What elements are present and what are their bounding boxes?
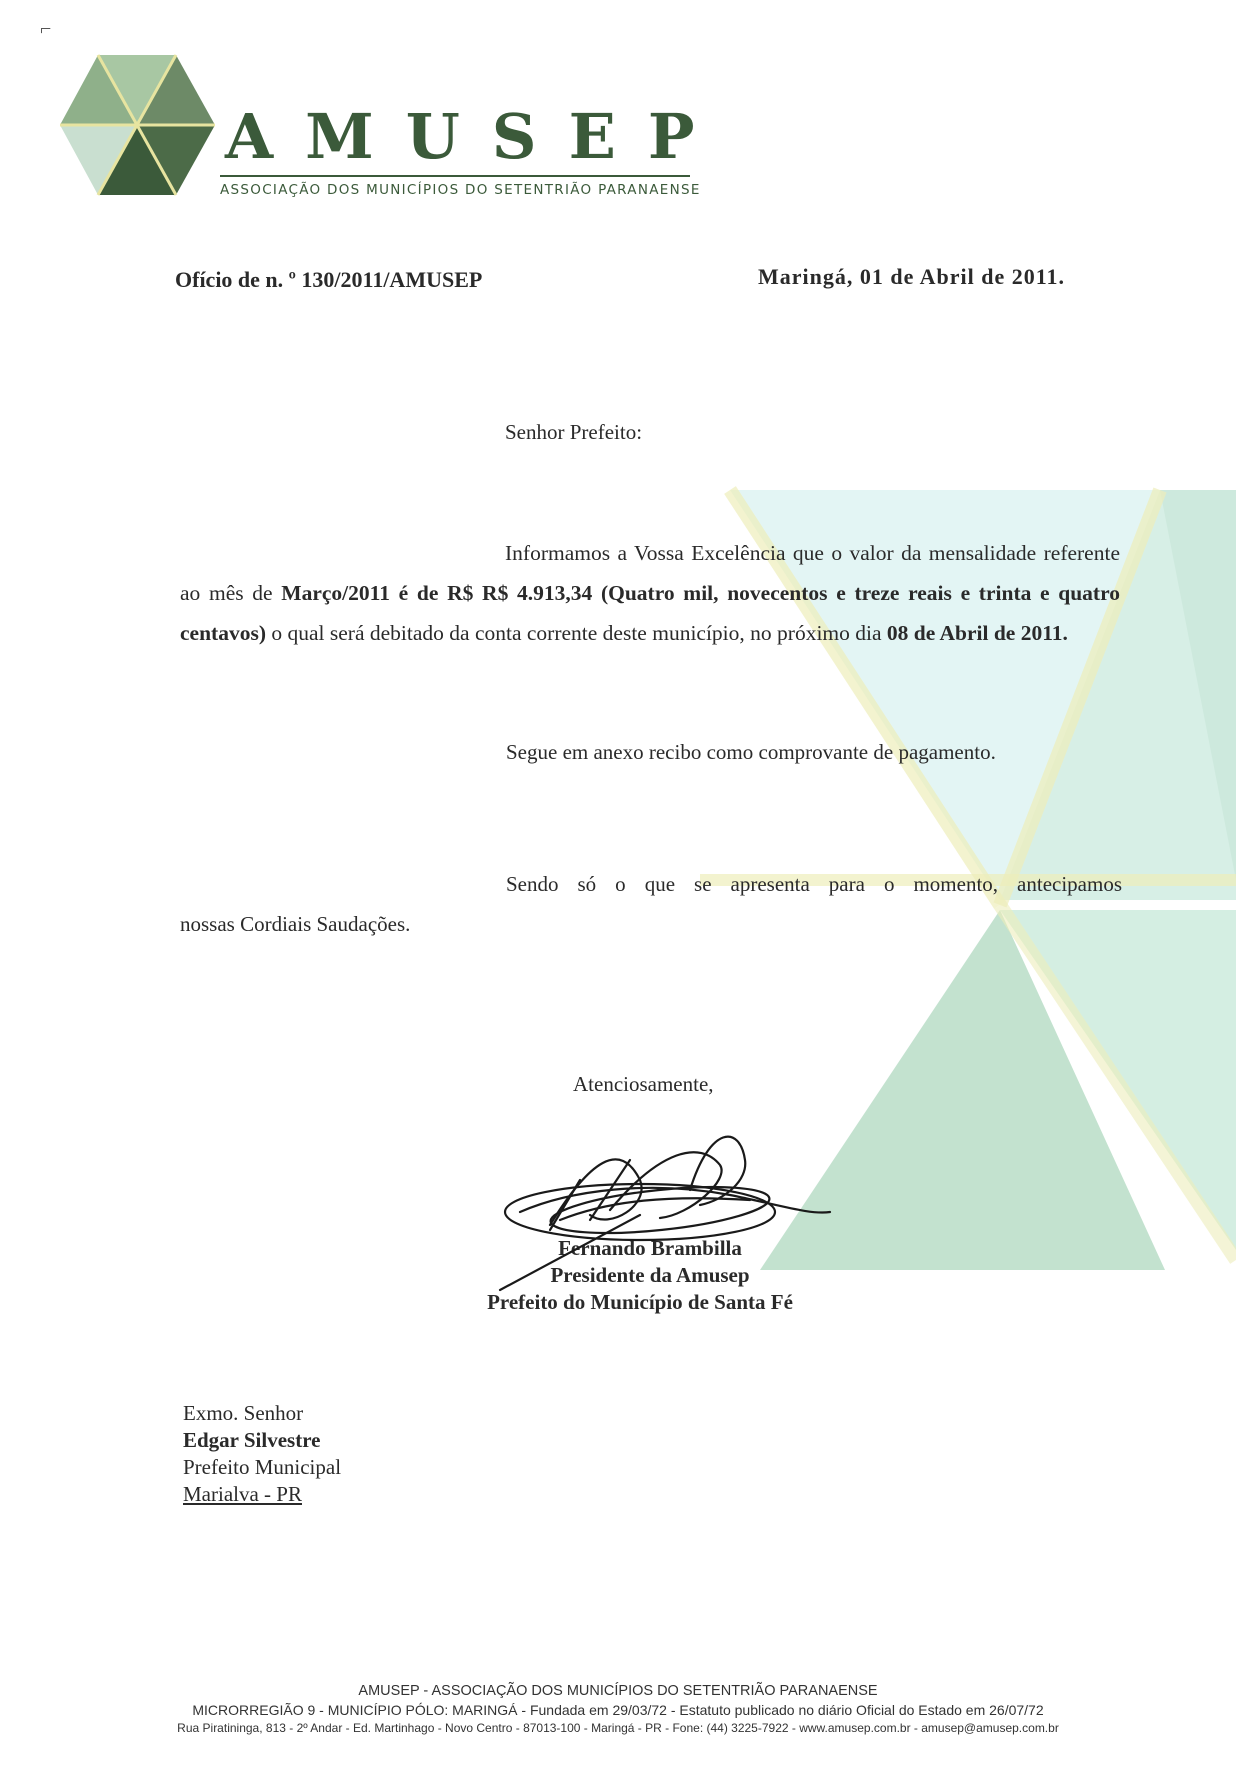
- p1-middle: o qual será debitado da conta corrente deste município, no próximo dia: [265, 621, 887, 645]
- p3-line1: Sendo só o que se apresenta para o momento, antecipamos: [506, 872, 1122, 896]
- recipient-title: Exmo. Senhor: [183, 1401, 304, 1425]
- closing: Atenciosamente,: [573, 1072, 714, 1096]
- handwritten-signature: [490, 1120, 850, 1300]
- letterhead-rule: [220, 175, 690, 177]
- footer-line-3: Rua Piratininga, 813 - 2º Andar - Ed. Martinhago - Novo Centro - 87013-100 - Maringá - PR - Fone: (44) 3225-7922 - www.amusep.com.br - amusep@amusep.com.br: [177, 1721, 1059, 1735]
- recipient-block: [183, 1400, 341, 1508]
- p1-debit-date: 08 de Abril de 2011.: [886, 621, 1068, 645]
- body-paragraph-3: [180, 864, 1122, 944]
- recipient-position: Prefeito Municipal: [183, 1455, 342, 1479]
- signer-office: Prefeito do Município de Santa Fé: [487, 1290, 793, 1314]
- footer-line-1: AMUSEP - ASSOCIAÇÃO DOS MUNICÍPIOS DO SETENTRIÃO PARANAENSE: [358, 1683, 878, 1699]
- salutation: Senhor Prefeito:: [505, 420, 643, 444]
- signer-name: Fernando Brambilla: [558, 1236, 742, 1260]
- document-date: Maringá, 01 de Abril de 2011.: [758, 264, 1066, 289]
- body-paragraph-2: Segue em anexo recibo como comprovante de pagamento.: [506, 740, 996, 764]
- p1-amount: é de R$ R$ 4.913,34 (Quatro mil, novecentos e treze reais e trinta e quatro centavos): [180, 581, 1121, 645]
- document-reference: Ofício de n. º 130/2011/AMUSEP: [175, 267, 483, 292]
- recipient-name: Edgar Silvestre: [183, 1428, 321, 1452]
- corner-mark: ⌐: [40, 18, 52, 40]
- p3-line2: nossas Cordiais Saudações.: [180, 912, 411, 936]
- body-paragraph-1: [180, 533, 1120, 653]
- amusep-logo-icon: [60, 50, 215, 200]
- footer-line-2: MICRORREGIÃO 9 - MUNICÍPIO PÓLO: MARINGÁ - Fundada em 29/03/72 - Estatuto publicado no diário Oficial do Estado em 26/07/72: [192, 1702, 1044, 1718]
- p1-month: Março/2011: [281, 581, 390, 605]
- p1-intro: Informamos a Vossa Excelência que o valor da mensalidade referente ao mês de: [180, 541, 1120, 605]
- signer-role: Presidente da Amusep: [550, 1263, 750, 1287]
- recipient-city: Marialva - PR: [183, 1482, 302, 1506]
- organization-wordmark: AMUSEP: [225, 100, 727, 173]
- organization-fullname: ASSOCIAÇÃO DOS MUNICÍPIOS DO SETENTRIÃO PARANAENSE: [220, 182, 701, 198]
